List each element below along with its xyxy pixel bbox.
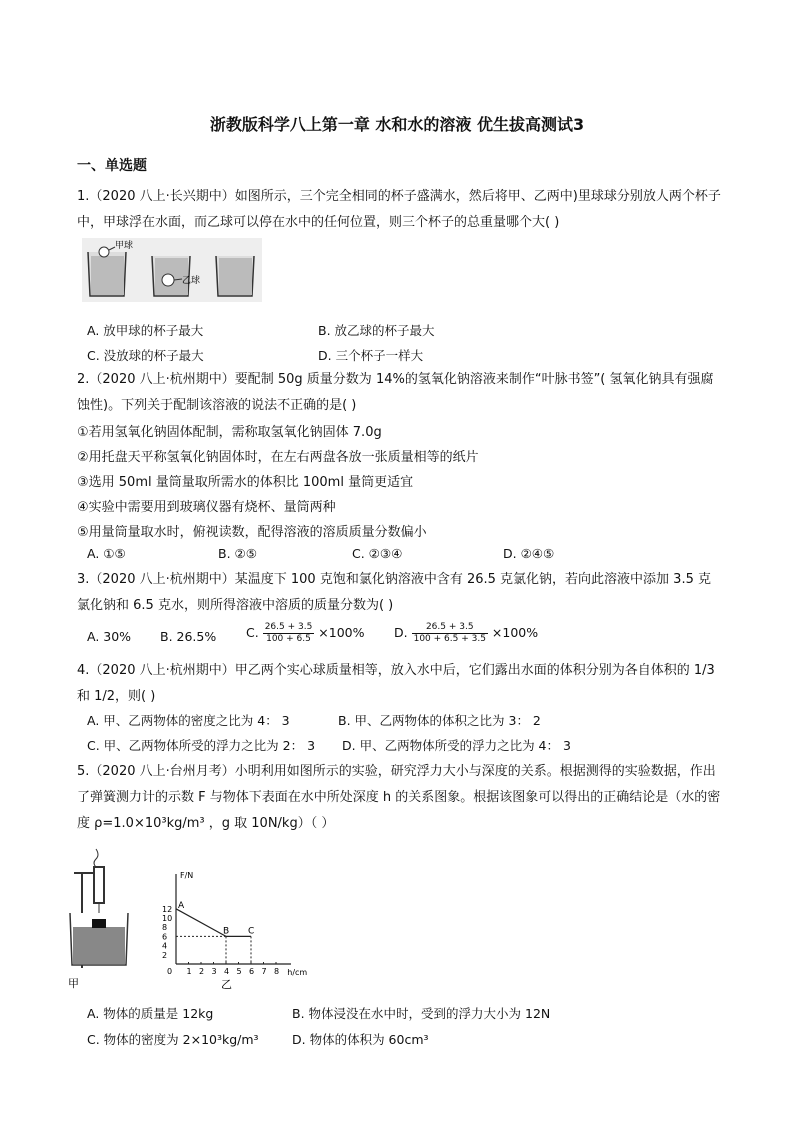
question-3-text: 3.（2020 八上·杭州期中）某温度下 100 克饱和氯化钠溶液中含有 26.5 克氯化钠，若向此溶液中添加 3.5 克氯化钠和 6.5 克水，则所得溶液中溶质的质量分数为( ) [77,572,711,613]
q5-option-c: C. 物体的密度为 2×10³kg/m³ [87,1032,259,1047]
q3-fraction-c: $\frac{26.5 + 3.5}{100 + 6.5}$ [264,622,313,644]
fig-label-jia-5: 甲 [68,977,79,990]
y-tick-label: 12 [162,904,173,914]
fig-label-yi-5: 乙 [221,978,232,991]
section-heading: 一、单选题 [77,158,147,174]
q5-option-a: A. 物体的质量是 12kg [87,1006,214,1021]
q1-option-d: D. 三个杯子一样大 [318,348,424,363]
y-tick-label: 4 [162,941,168,951]
q2-option-c: C. ②③④ [352,546,403,561]
q2-option-a: A. ①⑤ [87,546,126,561]
q4-option-b: B. 甲、乙两物体的体积之比为 3： 2 [338,713,541,728]
page-title: 浙教版科学八上第一章 水和水的溶液 优生拔高测试3 [209,115,585,134]
x-axis-label: h/cm [287,968,308,977]
q2-item-1: ①若用氢氧化钠固体配制，需称取氢氧化钠固体 7.0g [77,425,382,440]
point-b-label: B [223,926,230,937]
x-tick-label: 4 [224,967,230,976]
question-1-figure [82,238,262,306]
q4-option-c: C. 甲、乙两物体所受的浮力之比为 2： 3 [87,738,316,753]
q1-option-b: B. 放乙球的杯子最大 [318,323,435,338]
x-tick-label: 1 [186,967,192,976]
x-tick-label: 7 [261,967,267,976]
x-tick-label: 8 [274,967,280,976]
question-5-text: 5.（2020 八上·台州月考）小明利用如图所示的实验，研究浮力大小与深度的关系。根据测得的实验数据，作出了弹簧测力计的示数 F 与物体下表面在水中所处深度 h 的关系图象。根据该图象可以得出的正确结论是（水的密度 ρ=1.0×10³kg/m³ ，g 取 10N/kg）（ ） [77,764,721,831]
q3-option-d: D. $\frac{26.5 + 3.5}{100 + 6.5 + 3.5}$ ×100% [394,622,539,644]
question-5-force-depth-graph [150,868,320,997]
question-4-text: 4.（2020 八上·杭州期中）甲乙两个实心球质量相等，放入水中后，它们露出水面的体积分别为各自体积的 1/3 和 1/2，则( ) [77,663,715,704]
y-tick-label: 6 [162,932,168,942]
x-tick-label: 5 [236,967,242,976]
x-tick-label: 2 [199,967,205,976]
y-tick-label: 10 [162,914,173,923]
fig-label-jia: 甲球 [115,241,134,251]
q2-item-3: ③选用 50ml 量筒量取所需水的体积比 100ml 量筒更适宜 [77,475,414,490]
q1-option-a: A. 放甲球的杯子最大 [87,323,204,338]
q2-item-2: ②用托盘天平称氢氧化钠固体时，在左右两盘各放一张质量相等的纸片 [77,450,479,465]
point-c-label: C [248,926,255,937]
y-tick-label: 2 [162,950,168,960]
question-2-text: 2.（2020 八上·杭州期中）要配制 50g 质量分数为 14%的氢氧化钠溶液来制作“叶脉书签”( 氢氧化钠具有强腐蚀性)。下列关于配制该溶液的说法不正确的是( ) [77,372,714,413]
y-tick-label: 8 [162,923,168,933]
question-1-text: 1.（2020 八上·长兴期中）如图所示，三个完全相同的杯子盛满水，然后将甲、乙两中)里球球分别放人两个杯子中，甲球浮在水面，而乙球可以停在水中的任何位置，则三个杯子的总重量哪个大( ) [77,189,721,230]
fig-label-yi: 乙球 [182,276,201,286]
origin-label: 0 [167,967,173,976]
q5-option-b: B. 物体浸没在水中时，受到的浮力大小为 12N [292,1006,551,1021]
q2-option-b: B. ②⑤ [218,546,257,561]
q5-option-d: D. 物体的体积为 60cm³ [292,1032,429,1047]
point-a-label: A [178,900,185,911]
question-5-apparatus-figure [60,843,140,997]
q3-option-b: B. 26.5% [160,629,217,644]
q4-option-d: D. 甲、乙两物体所受的浮力之比为 4： 3 [342,738,571,753]
q1-option-c: C. 没放球的杯子最大 [87,348,204,363]
x-tick-label: 3 [211,967,217,976]
segment-ab [176,909,226,937]
q3-option-a: A. 30% [87,629,132,644]
q4-option-a: A. 甲、乙两物体的密度之比为 4： 3 [87,713,290,728]
q3-fraction-d: $\frac{26.5 + 3.5}{100 + 6.5 + 3.5}$ [413,622,486,644]
q2-item-5: ⑤用量筒量取水时，俯视读数，配得溶液的溶质质量分数偏小 [77,525,427,540]
q3-option-c: C. $\frac{26.5 + 3.5}{100 + 6.5}$ ×100% [246,622,365,644]
x-tick-label: 6 [249,967,255,976]
q2-option-d: D. ②④⑤ [503,546,555,561]
y-axis-label: F/N [180,871,194,880]
q2-item-4: ④实验中需要用到玻璃仪器有烧杯、量筒两种 [77,500,336,515]
